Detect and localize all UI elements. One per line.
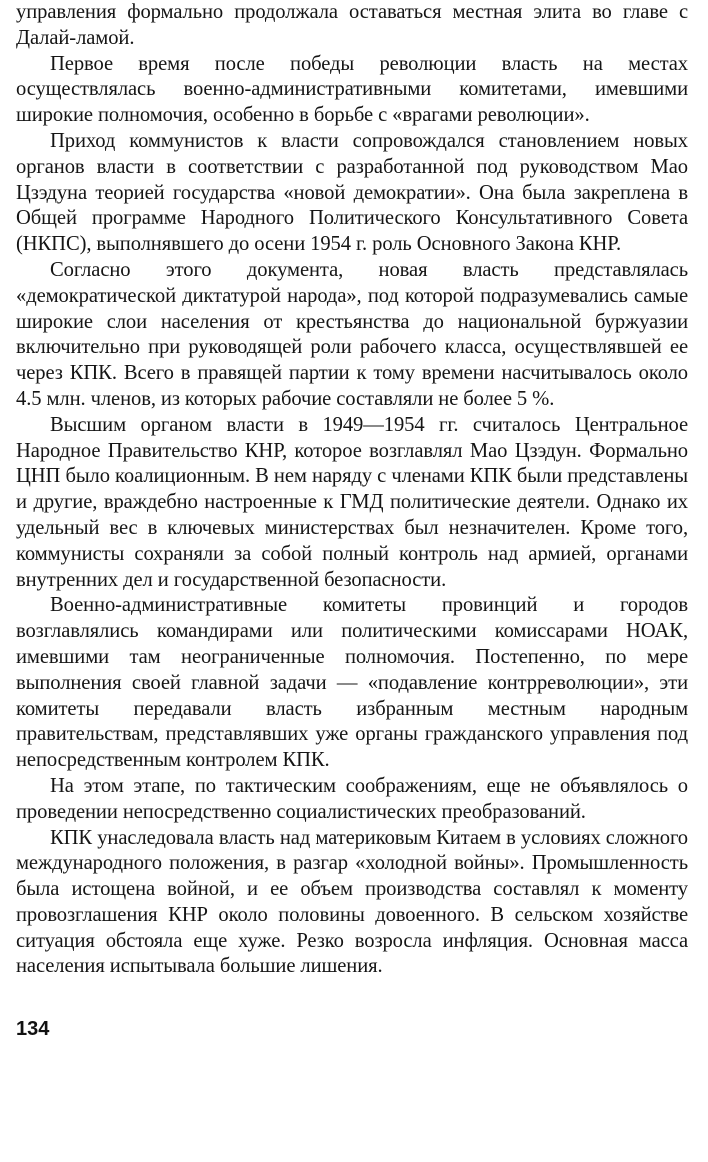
page-body bbox=[16, 0, 688, 980]
paragraph-6: Военно-административные комитеты провинций и городов возглавлялись командирами или политическими комиссарами НОАК, имевшими там неограниченные полномочия. Постепенно, по мере выполнения своей главной задачи — «подавление контрреволюции», эти комитеты передавали власть избранным местным народным правительствам, представлявших уже органы гражданского управления под непосредственным контролем КПК. bbox=[16, 594, 688, 772]
page-number: 134 bbox=[16, 1018, 50, 1040]
paragraph-7: На этом этапе, по тактическим соображениям, еще не объявлялось о проведении непосредственно социалистических преобразований. bbox=[16, 774, 688, 823]
paragraph-5: Высшим органом власти в 1949—1954 гг. считалось Центральное Народное Правительство КНР, которое возглавлял Мао Цзэдун. Формально ЦНП было коалиционным. В нем наряду с членами КПК были представлены и другие, враждебно настроенные к ГМД политические деятели. Однако их удельный вес в ключевых министерствах был незначителен. Кроме того, коммунисты сохраняли за собой полный контроль над армией, органами внутренних дел и государственной безопасности. bbox=[16, 413, 688, 591]
paragraph-8: КПК унаследовала власть над материковым Китаем в условиях сложного международного положения, в разгар «холодной войны». Промышленность была истощена войной, и ее объем производства составлял к моменту провозглашения КНР около половины довоенного. В сельском хозяйстве ситуация обстояла еще хуже. Резко возросла инфляция. Основная масса населения испытывала большие лишения. bbox=[16, 826, 688, 978]
paragraph-2: Первое время после победы революции власть на местах осуществлялась военно-административными комитетами, имевшими широкие полномочия, особенно в борьбе с «врагами революции». bbox=[16, 52, 688, 127]
paragraph-1: управления формально продолжала оставаться местная элита во главе с Далай-ламой. bbox=[16, 1, 688, 49]
paragraph-4: Согласно этого документа, новая власть представлялась «демократической диктатурой народа», под которой подразумевались самые широкие слои населения от крестьянства до национальной буржуазии включительно при руководящей роли рабочего класса, осуществлявшей ее через КПК. Всего в правящей партии к тому времени насчитывалось около 4.5 млн. членов, из которых рабочие составляли не более 5 %. bbox=[16, 258, 688, 410]
paragraph-3: Приход коммунистов к власти сопровождался становлением новых органов власти в соответствии с разработанной под руководством Мао Цзэдуна теорией государства «новой демократии». Она была закреплена в Общей программе Народного Политического Консультативного Совета (НКПС), выполнявшего до осени 1954 г. роль Основного Закона КНР. bbox=[16, 129, 688, 256]
